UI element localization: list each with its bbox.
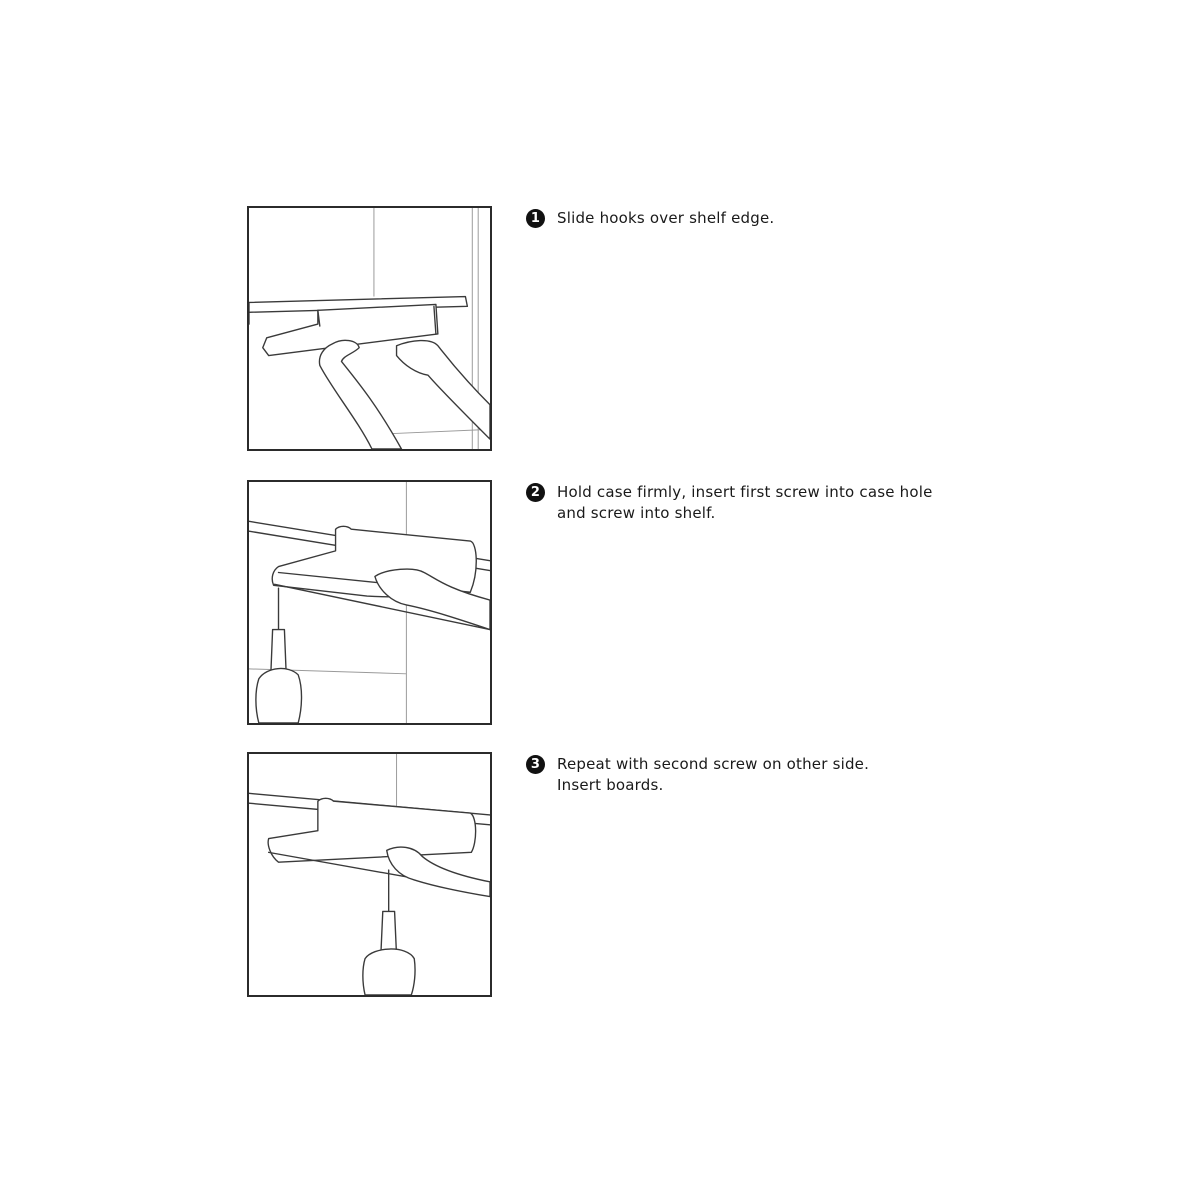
step-2-illustration xyxy=(247,480,492,725)
step-instruction-line: Slide hooks over shelf edge. xyxy=(557,209,775,227)
step-3-illustration xyxy=(247,752,492,997)
step-number-badge: 1 xyxy=(526,209,545,228)
step-2-text xyxy=(526,482,966,524)
step-3-text xyxy=(526,754,966,796)
first-screw-illustration xyxy=(249,482,490,723)
step-instruction-line: Repeat with second screw on other side. xyxy=(557,755,870,773)
step-1-text xyxy=(526,208,966,229)
step-instruction-line: and screw into shelf. xyxy=(557,504,716,522)
shelf-hooks-illustration xyxy=(249,208,490,449)
step-instruction-line: Insert boards. xyxy=(557,776,664,794)
step-1-illustration xyxy=(247,206,492,451)
step-number-badge: 2 xyxy=(526,483,545,502)
step-number-badge: 3 xyxy=(526,755,545,774)
step-instruction-line: Hold case firmly, insert first screw into case hole xyxy=(557,483,933,501)
second-screw-illustration xyxy=(249,754,490,995)
